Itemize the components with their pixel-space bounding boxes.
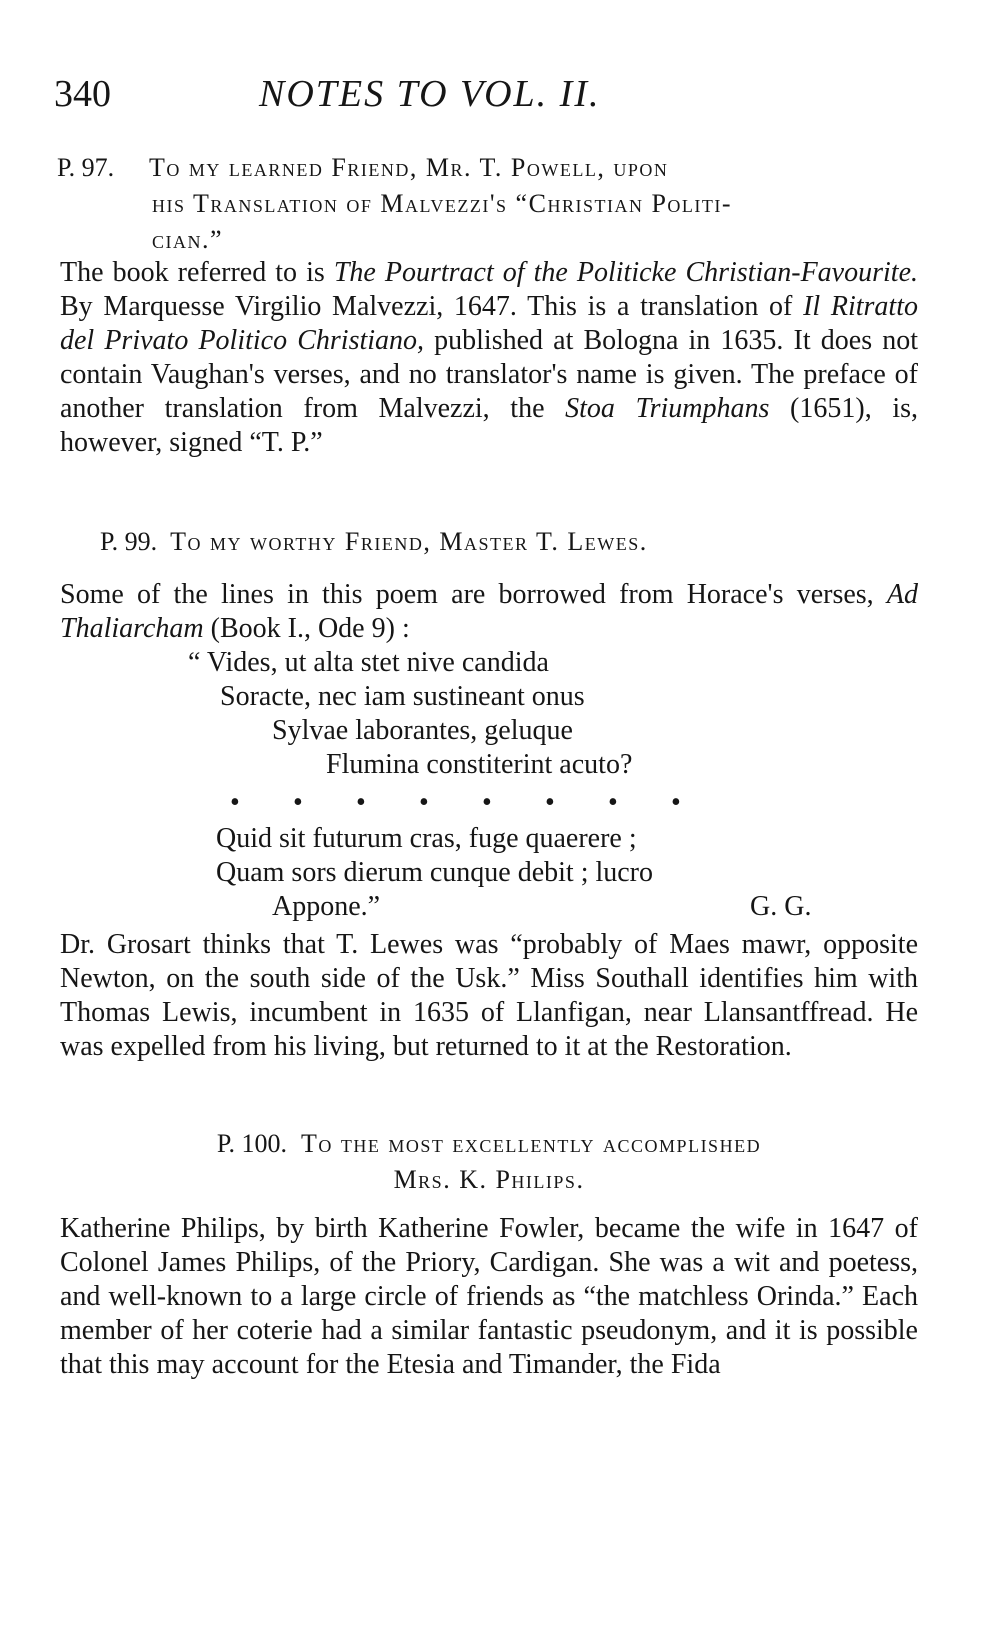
- note-heading-p100: [60, 1126, 918, 1198]
- note-paragraph-p99: [60, 578, 918, 646]
- ellipsis-dot: •: [482, 787, 492, 818]
- note-paragraph-p99-continued: Dr. Grosart thinks that T. Lewes was “probably of Maes mawr, opposite Newton, on the south side of the Usk.” Miss Southall identifies him with Thomas Lewis, incumbent in 1635 of Llanfigan, near Llansantffread. He was expelled from his living, but returned to it at the Restoration.: [60, 929, 918, 1062]
- note-heading-p99: [100, 524, 900, 560]
- poem-title: Ad Thaliarcham: [60, 579, 918, 644]
- poem-line-text: Appone.”: [272, 891, 381, 922]
- quoted-poem: [60, 646, 918, 924]
- ellipsis-dot: •: [608, 787, 618, 818]
- book-title: The Pourtract of the Politicke Christian-Favourite.: [333, 257, 918, 288]
- note-title-line: his Translation of Malvezzi's “Christian Politi-: [152, 189, 733, 218]
- book-title: Il Ritratto del Privato Politico Christiano,: [60, 291, 918, 356]
- ellipsis-dot: •: [293, 787, 303, 818]
- note-paragraph-p97: [60, 256, 918, 460]
- paragraph-text: By Marquesse Virgilio Malvezzi, 1647. This is a translation of: [60, 291, 804, 322]
- poem-line: [60, 890, 918, 924]
- poem-ellipsis: [60, 782, 918, 822]
- note-paragraph-p100: Katherine Philips, by birth Katherine Fowler, became the wife in 1647 of Colonel James Philips, of the Priory, Cardigan. She was a wit and poetess, and well-known to a large circle of friends as “the matchless Orinda.” Each member of her coterie had a similar fantastic pseudonym, and it is possible that this may account for the Etesia and Timander, the Fida: [60, 1213, 918, 1380]
- poem-line: Soracte, nec iam sustineant onus: [220, 681, 585, 712]
- note-page-ref: P. 99.: [100, 527, 158, 556]
- poem-line: Sylvae laborantes, geluque: [272, 715, 573, 746]
- poem-line: Quam sors dierum cunque debit ; lucro: [216, 857, 654, 888]
- poem-line: Quid sit futurum cras, fuge quaerere ;: [216, 823, 637, 854]
- page-header: [54, 72, 914, 132]
- paragraph-text: The book referred to is: [60, 257, 334, 288]
- paragraph-text: Some of the lines in this poem are borrowed from Horace's verses,: [60, 579, 887, 610]
- page-number: 340: [54, 73, 111, 115]
- book-title: Stoa Triumphans: [565, 393, 770, 424]
- running-title: NOTES TO VOL. II.: [259, 73, 601, 115]
- note-title-line: cian.”: [152, 225, 224, 254]
- note-heading-p97: [57, 150, 917, 258]
- ellipsis-dot: •: [356, 787, 366, 818]
- note-title-line: Mrs. K. Philips.: [393, 1165, 585, 1194]
- ellipsis-dot: •: [230, 787, 240, 818]
- paragraph-text: (1651), is, however, signed “T. P.”: [60, 393, 919, 458]
- poem-line: “ Vides, ut alta stet nive candida: [188, 647, 549, 678]
- note-title-line: To my learned Friend, Mr. T. Powell, upon: [149, 153, 669, 182]
- note-page-ref: P. 97.: [57, 153, 115, 182]
- paragraph-text: (Book I., Ode 9) :: [203, 613, 410, 644]
- ellipsis-dot: •: [419, 787, 429, 818]
- paragraph-text: published at Bologna in 1635. It does not contain Vaughan's verses, and no translator's name is given. The preface of another translation from Malvezzi, the: [60, 325, 918, 424]
- note-title-line: To my worthy Friend, Master T. Lewes.: [170, 527, 648, 556]
- note-title-line: To the most excellently accomplished: [301, 1129, 762, 1158]
- ellipsis-dot: •: [671, 787, 681, 818]
- ellipsis-dot: •: [545, 787, 555, 818]
- note-page-ref: P. 100.: [216, 1129, 287, 1158]
- poem-line: Flumina constiterint acuto?: [326, 749, 633, 780]
- editor-signature: G. G.: [750, 891, 812, 922]
